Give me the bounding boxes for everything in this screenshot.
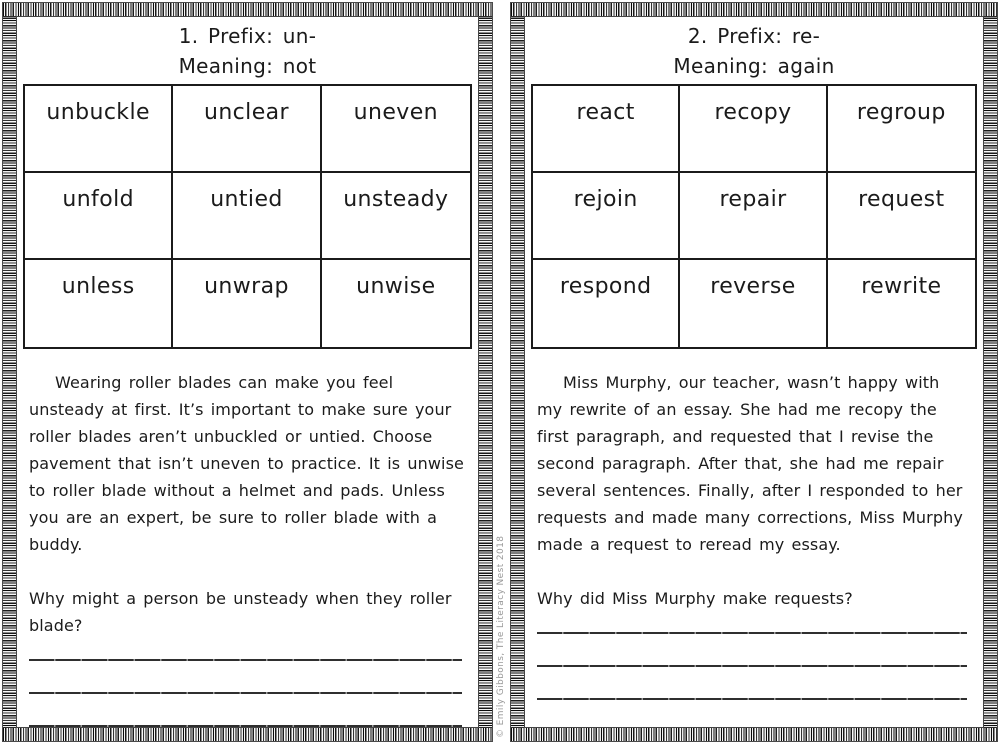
answer-line [537, 632, 967, 634]
copyright-credit: © Emily Gibbons, The Literacy Nest 2018 [496, 535, 506, 738]
worksheet-page-un [3, 3, 492, 741]
reading-passage: Wearing roller blades can make you feel unsteady at first. It’s important to make sure your roller blades aren’t unbuckled or untied. Choose pavement that isn’t uneven to practice. It is unwise to roller blade without a helmet and pads. Unless you are an expert, be sure to roller blade with a buddy. [29, 373, 464, 554]
word-cell: reverse [680, 260, 827, 347]
word-cell: repair [680, 173, 827, 260]
answer-line [537, 665, 967, 667]
ticking-border-bottom [3, 727, 492, 741]
word-cell: respond [533, 260, 680, 347]
page-content [524, 16, 984, 728]
word-cell: react [533, 86, 680, 173]
answer-line [537, 698, 967, 700]
answer-lines [537, 632, 971, 700]
word-grid [23, 84, 472, 349]
word-cell: regroup [828, 86, 975, 173]
meaning-title-line: Meaning: again [673, 54, 835, 78]
ticking-border-bottom [511, 727, 997, 741]
word-cell: rejoin [533, 173, 680, 260]
answer-line [29, 659, 462, 661]
ticking-border-right [478, 3, 492, 741]
comprehension-question: Why might a person be unsteady when they roller blade? [29, 589, 452, 635]
word-cell: unwrap [173, 260, 321, 347]
ticking-border-right [983, 3, 997, 741]
word-cell: unfold [25, 173, 173, 260]
word-cell: unwise [356, 274, 436, 299]
answer-lines [29, 659, 466, 727]
answer-line [29, 692, 462, 694]
meaning-title-line: Meaning: not [178, 54, 317, 78]
ticking-border-top [511, 3, 997, 17]
page-content [16, 16, 479, 728]
answer-line [29, 725, 462, 727]
worksheet-page-re [511, 3, 997, 741]
ticking-border-left [3, 3, 17, 741]
ticking-border-left [511, 3, 525, 741]
reading-passage: Miss Murphy, our teacher, wasn’t happy with my rewrite of an essay. She had me recopy the first paragraph, and requested that I revise the second paragraph. After that, she had me repair several sentences. Finally, after I responded to her requests and made many corrections, Miss Murphy made a request to reread my essay. [537, 373, 963, 554]
word-cell: request [828, 173, 975, 260]
comprehension-question: Why did Miss Murphy make requests? [537, 589, 853, 608]
word-cell: uneven [322, 86, 470, 173]
page-title [17, 21, 478, 81]
word-cell: untied [173, 173, 321, 260]
prefix-title-line: 2. Prefix: re- [687, 24, 821, 48]
word-cell: unclear [173, 86, 321, 173]
word-cell: unbuckle [25, 86, 173, 173]
ticking-border-top [3, 3, 492, 17]
word-cell: unsteady [322, 173, 470, 260]
word-grid [531, 84, 977, 349]
prefix-title-line: 1. Prefix: un- [178, 24, 317, 48]
word-cell: rewrite [861, 274, 942, 299]
page-title [525, 21, 983, 81]
word-cell: recopy [680, 86, 827, 173]
word-cell: unless [25, 260, 173, 347]
